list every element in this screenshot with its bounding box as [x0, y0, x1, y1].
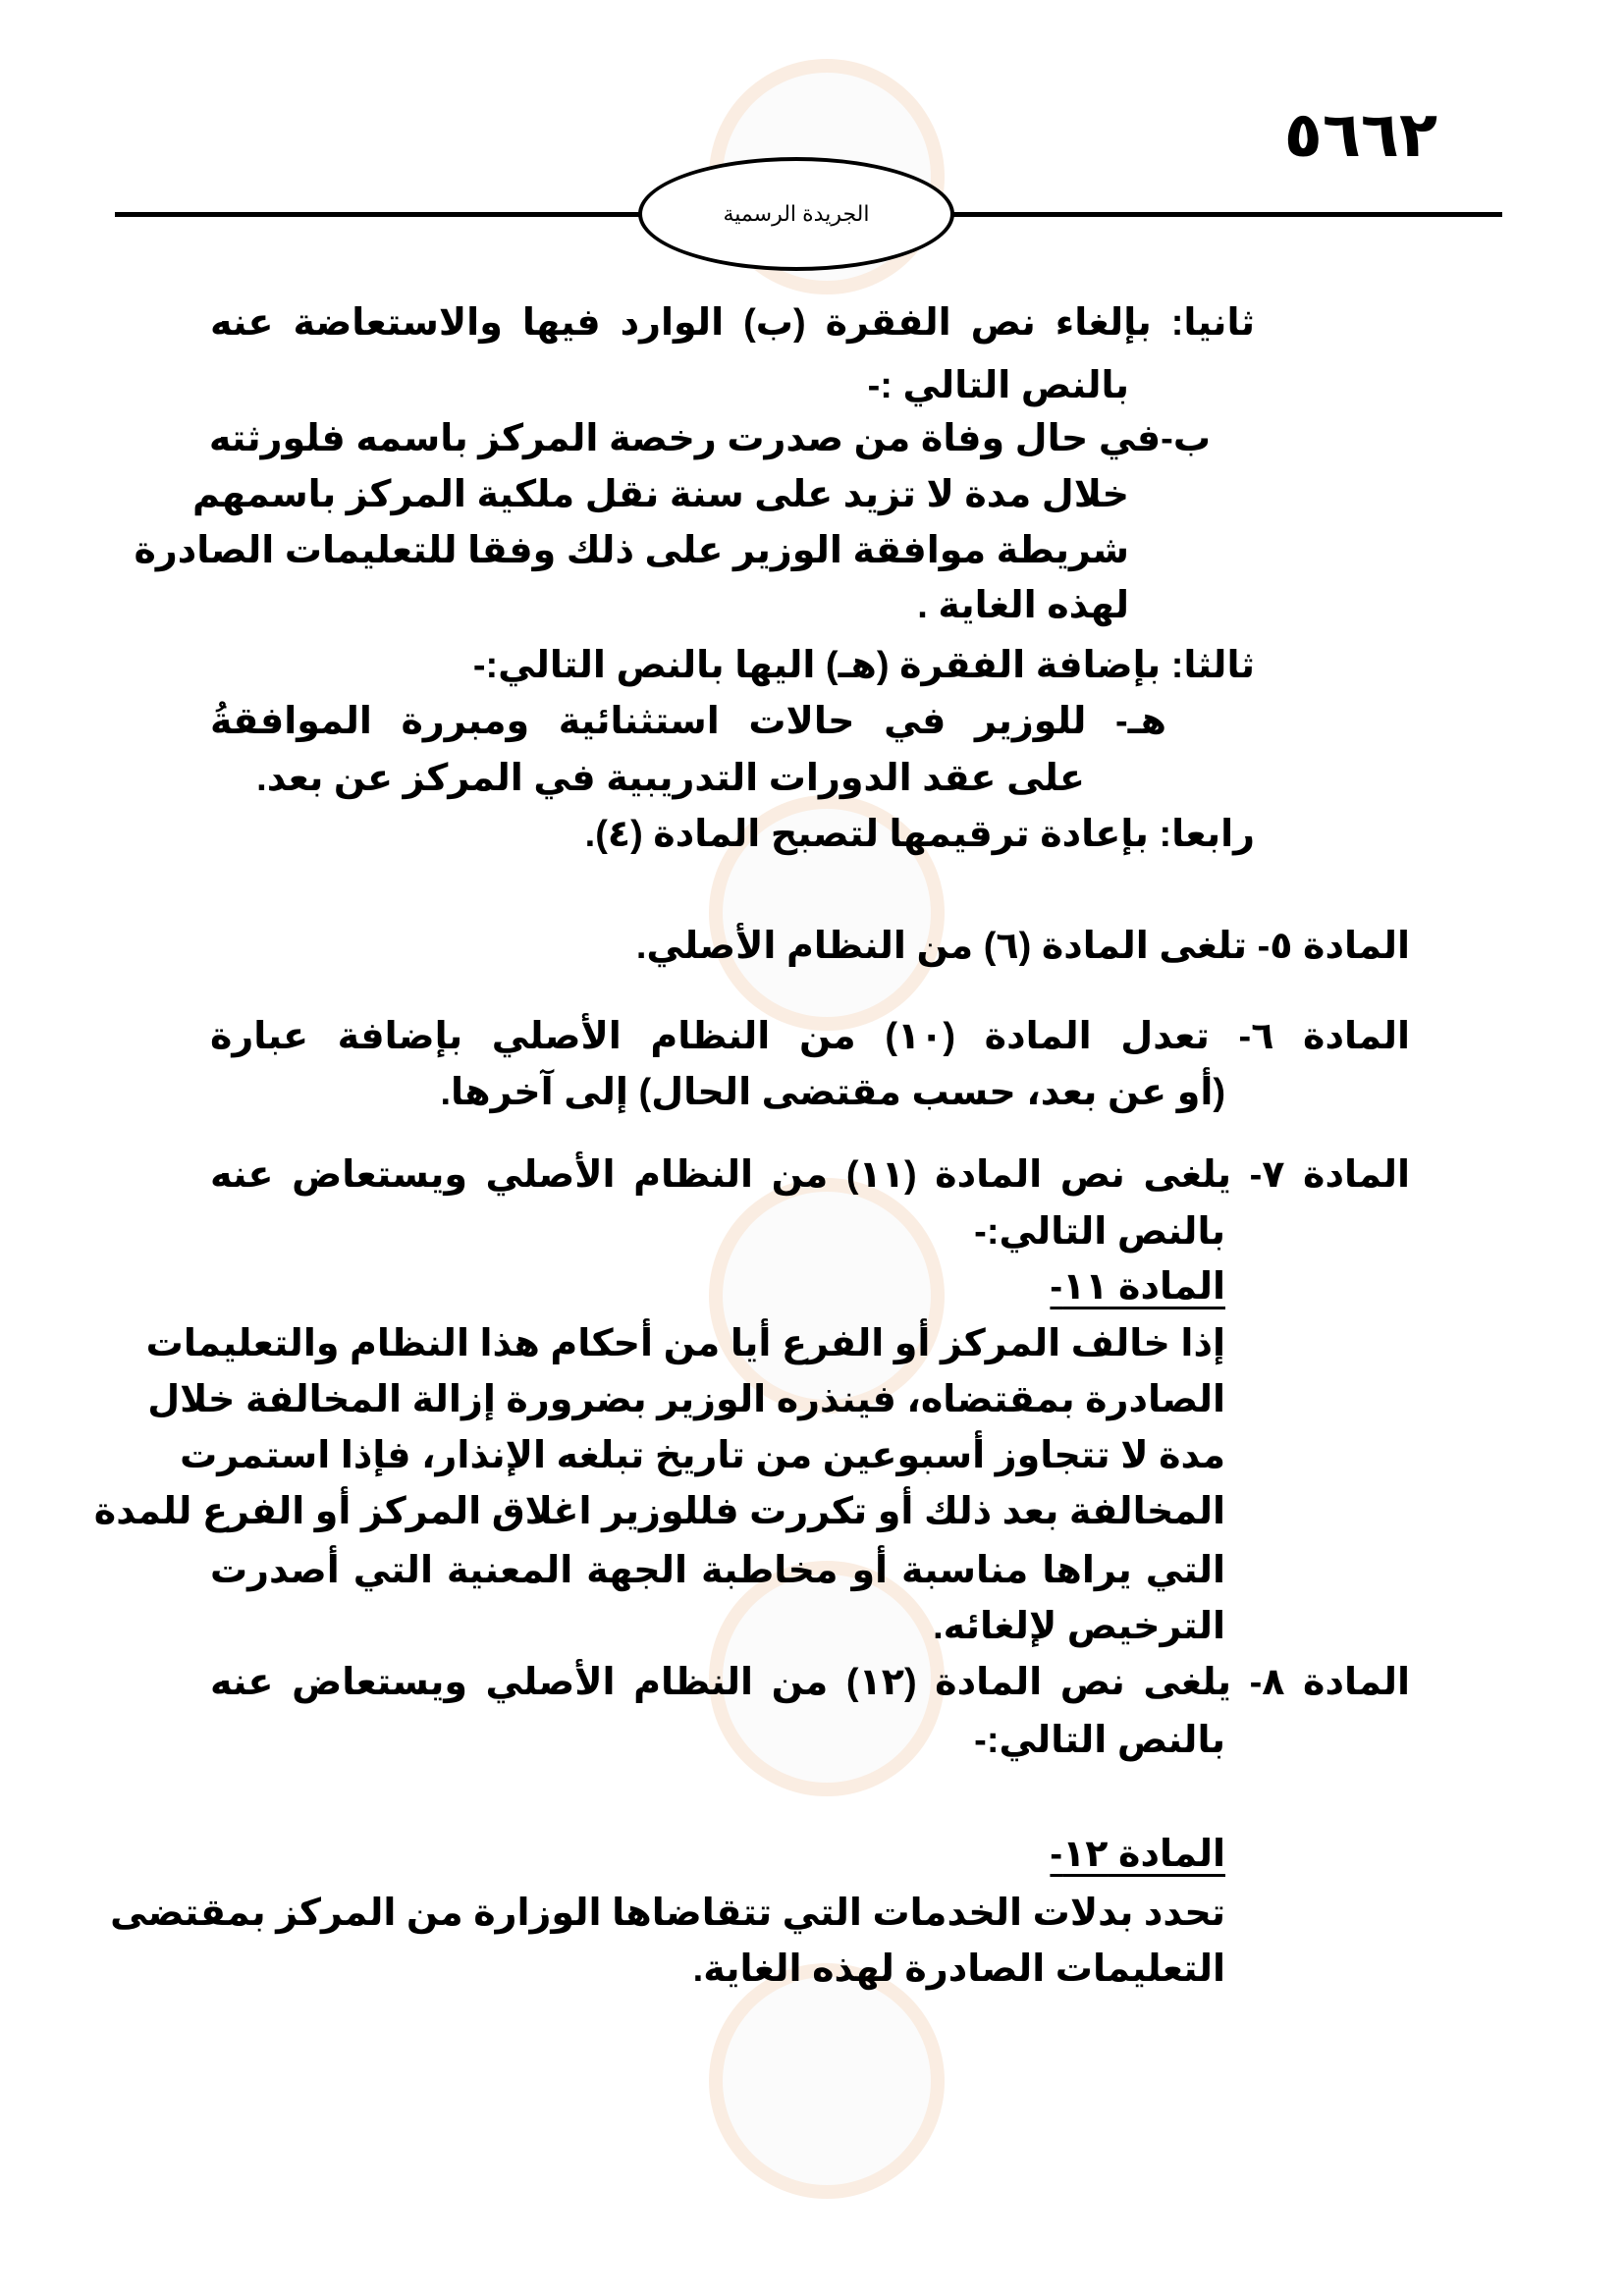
text-line: على عقد الدورات التدريبية في المركز عن بعد.: [256, 758, 1085, 799]
text-line: (أو عن بعد، حسب مقتضى الحال) إلى آخرها.: [440, 1072, 1225, 1113]
text-line: لهذه الغاية .: [917, 585, 1129, 626]
text-line: شريطة موافقة الوزير على ذلك وفقا للتعليمات الصادرة: [134, 530, 1129, 571]
text-line: تحدد بدلات الخدمات التي تتقاضاها الوزارة من المركز بمقتضى: [110, 1893, 1225, 1934]
text-line: ثالثا: بإضافة الفقرة (هـ) اليها بالنص التالي:-: [472, 645, 1255, 686]
text-line: التعليمات الصادرة لهذه الغاية.: [692, 1949, 1225, 1990]
text-line: بالنص التالي:-: [974, 1720, 1225, 1761]
text-line: بالنص التالي :-: [867, 365, 1129, 406]
text-line: هـ- للوزير في حالات استثنائية ومبررة الموافقةُ: [210, 701, 1166, 742]
watermark-clock: [709, 1963, 945, 2199]
article-7: المادة ٧- يلغى نص المادة (١١) من النظام الأصلي ويستعاض عنه: [210, 1154, 1411, 1196]
text-line: الصادرة بمقتضاه، فينذره الوزير بضرورة إزالة المخالفة خلال: [147, 1379, 1225, 1420]
text-line: التي يراها مناسبة أو مخاطبة الجهة المعنية التي أصدرت: [210, 1550, 1225, 1591]
text-line: إذا خالف المركز أو الفرع أيا من أحكام هذا النظام والتعليمات: [145, 1323, 1225, 1364]
text-line: بالنص التالي:-: [974, 1211, 1225, 1253]
gazette-title: الجريدة الرسمية: [723, 201, 870, 226]
page-number: ٥٦٦٢: [1283, 99, 1437, 170]
text-line: المخالفة بعد ذلك أو تكررت فللوزير اغلاق المركز أو الفرع للمدة: [93, 1491, 1225, 1532]
text-line: خلال مدة لا تزيد على سنة نقل ملكية المركز باسمهم: [191, 474, 1129, 515]
text-line: ثانيا: بإلغاء نص الفقرة (ب) الوارد فيها والاستعاضة عنه: [210, 302, 1255, 344]
article-5: المادة ٥- تلغى المادة (٦) من النظام الأصلي.: [635, 926, 1410, 967]
gazette-title-oval: [638, 157, 954, 271]
text-line: مدة لا تتجاوز أسبوعين من تاريخ تبلغه الإنذار، فإذا استمرت: [180, 1435, 1225, 1476]
text-line: رابعا: بإعادة ترقيمها لتصبح المادة (٤).: [584, 814, 1255, 855]
text-line: ب-في حال وفاة من صدرت رخصة المركز باسمه فلورثته: [208, 418, 1211, 459]
article-11-heading: المادة ١١-: [1050, 1266, 1225, 1308]
article-12-heading: المادة ١٢-: [1050, 1834, 1225, 1875]
article-8: المادة ٨- يلغى نص المادة (١٢) من النظام الأصلي ويستعاض عنه: [210, 1662, 1411, 1703]
text-line: الترخيص لإلغائه.: [933, 1606, 1225, 1647]
article-6: المادة ٦- تعدل المادة (١٠) من النظام الأصلي بإضافة عبارة: [210, 1016, 1411, 1057]
